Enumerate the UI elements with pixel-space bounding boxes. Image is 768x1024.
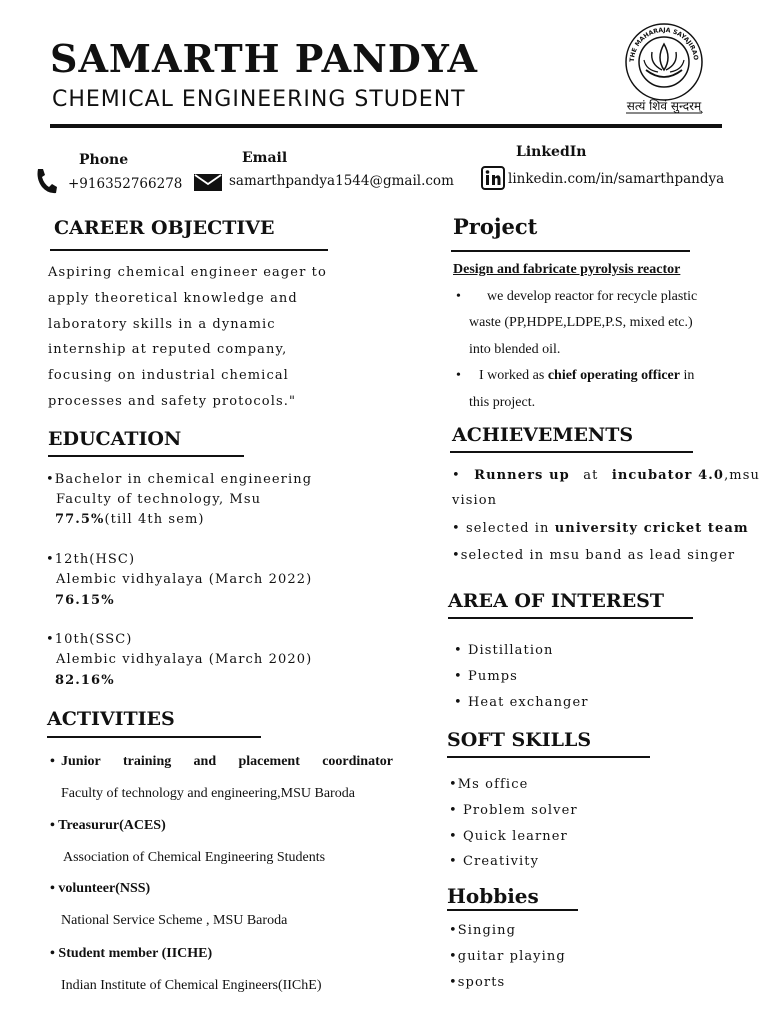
project-title: Design and fabricate pyrolysis reactor bbox=[453, 262, 681, 277]
education-item: •10th(SSC) bbox=[46, 632, 133, 647]
project-bullet: • bbox=[456, 289, 461, 304]
activity-title: • volunteer(NSS) bbox=[50, 881, 151, 896]
candidate-name: SAMARTH PANDYA bbox=[50, 36, 478, 81]
activity-subtitle: Indian Institute of Chemical Engineers(IIChE) bbox=[61, 978, 322, 993]
education-score: 76.15% bbox=[55, 593, 115, 608]
phone-label: Phone bbox=[79, 152, 129, 168]
activity-subtitle: Association of Chemical Engineering Students bbox=[63, 850, 326, 865]
list-item: • Problem solver bbox=[449, 802, 578, 818]
activity-subtitle: Faculty of technology and engineering,MSU Baroda bbox=[61, 786, 355, 801]
logo-motto: सत्यं शिवं सुन्दरम् bbox=[626, 99, 702, 113]
activity-bullet: • bbox=[50, 754, 55, 769]
education-institution: Faculty of technology, Msu bbox=[56, 492, 262, 507]
education-score: 77.5%(till 4th sem) bbox=[55, 512, 205, 527]
achievement-item: • Runners up at incubator 4.0,msu bbox=[452, 468, 760, 483]
linkedin-label: LinkedIn bbox=[516, 144, 587, 160]
list-item: •guitar playing bbox=[449, 948, 566, 964]
project-divider bbox=[451, 250, 690, 252]
education-institution: Alembic vidhyalaya (March 2020) bbox=[56, 652, 313, 667]
header-divider bbox=[50, 124, 722, 128]
list-item: • Quick learner bbox=[449, 828, 568, 844]
education-institution: Alembic vidhyalaya (March 2022) bbox=[56, 572, 313, 587]
project-text: waste (PP,HDPE,LDPE,P.S, mixed etc.) bbox=[469, 315, 693, 330]
project-text: we develop reactor for recycle plastic bbox=[487, 289, 698, 304]
achievements-heading: ACHIEVEMENTS bbox=[452, 424, 634, 446]
phone-icon bbox=[34, 167, 58, 199]
svg-text:THE MAHARAJA SAYAJIRAO UNIVERS: THE MAHARAJA SAYAJIRAO bbox=[628, 26, 700, 63]
project-text: this project. bbox=[469, 395, 536, 410]
email-label: Email bbox=[242, 150, 288, 166]
project-heading: Project bbox=[453, 214, 538, 239]
career-divider bbox=[50, 249, 328, 251]
achievement-item: •selected in msu band as lead singer bbox=[452, 548, 736, 563]
education-heading: EDUCATION bbox=[48, 428, 182, 450]
activity-subtitle: National Service Scheme , MSU Baroda bbox=[61, 913, 288, 928]
email-value[interactable]: samarthpandya1544@gmail.com bbox=[229, 173, 454, 189]
activity-title: • Treasurur(ACES) bbox=[50, 818, 166, 833]
hobbies-list bbox=[449, 918, 566, 995]
soft-skills-divider bbox=[447, 756, 650, 758]
achievement-item: vision bbox=[452, 493, 498, 508]
linkedin-value[interactable]: linkedin.com/in/samarthpandya bbox=[508, 171, 725, 187]
activity-title: Junior training and placement coordinator bbox=[61, 754, 393, 769]
education-score: 82.16% bbox=[55, 673, 115, 688]
list-item: • Pumps bbox=[454, 669, 518, 684]
list-item: • Distillation bbox=[454, 643, 554, 658]
linkedin-icon bbox=[481, 166, 505, 194]
activities-divider bbox=[47, 736, 261, 738]
university-logo bbox=[604, 14, 726, 120]
soft-skills-heading: SOFT SKILLS bbox=[447, 729, 592, 751]
achievements-divider bbox=[450, 451, 693, 453]
project-text: into blended oil. bbox=[469, 342, 561, 357]
phone-value[interactable]: +916352766278 bbox=[68, 176, 183, 192]
area-of-interest-heading: AREA OF INTEREST bbox=[448, 590, 665, 612]
activities-heading: ACTIVITIES bbox=[47, 708, 175, 730]
project-bullet: • bbox=[456, 368, 461, 383]
email-icon bbox=[194, 174, 222, 195]
list-item: • Heat exchanger bbox=[454, 695, 589, 710]
career-objective-heading: CAREER OBJECTIVE bbox=[54, 217, 275, 239]
interest-list bbox=[454, 638, 589, 716]
education-divider bbox=[48, 455, 244, 457]
list-item: •Ms office bbox=[449, 777, 529, 792]
project-text: I worked as chief operating officer in bbox=[479, 368, 695, 383]
hobbies-divider bbox=[447, 909, 578, 911]
achievement-item: • selected in university cricket team bbox=[452, 521, 749, 536]
career-objective-text: Aspiring chemical engineer eager to apply theoretical knowledge and laboratory skills in a dynamic internship at reputed company, focusing on industrial chemical processes and safety protocols." bbox=[48, 265, 327, 409]
candidate-subtitle: CHEMICAL ENGINEERING STUDENT bbox=[52, 87, 466, 112]
interest-divider bbox=[448, 617, 693, 619]
activity-title: • Student member (IICHE) bbox=[50, 946, 213, 961]
soft-skills-list bbox=[449, 772, 578, 875]
education-item: •Bachelor in chemical engineering bbox=[46, 472, 313, 487]
list-item: •sports bbox=[449, 974, 506, 990]
hobbies-heading: Hobbies bbox=[447, 884, 539, 908]
list-item: • Creativity bbox=[449, 854, 540, 870]
education-item: •12th(HSC) bbox=[46, 552, 136, 567]
list-item: •Singing bbox=[449, 923, 517, 938]
